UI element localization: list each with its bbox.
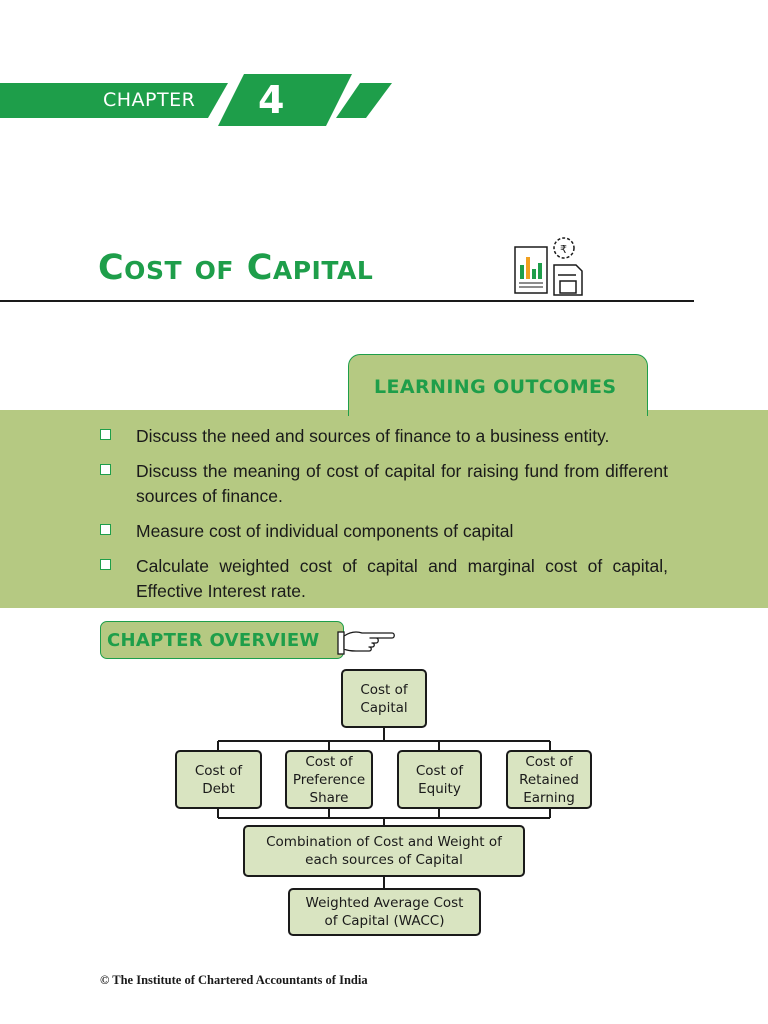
report-gear-icon: [512, 235, 588, 297]
list-item: [100, 424, 668, 449]
learning-outcome-text: Discuss the need and sources of finance to a business entity.: [136, 426, 610, 446]
checkbox-bullet-icon: [100, 429, 111, 440]
checkbox-bullet-icon: [100, 524, 111, 535]
learning-outcome-text: Measure cost of individual components of capital: [136, 521, 514, 541]
node-cost-of-preference-share: Cost of Preference Share: [285, 750, 373, 809]
chapter-label: CHAPTER: [103, 89, 196, 111]
list-item: [100, 459, 668, 509]
learning-outcome-text: Calculate weighted cost of capital and marginal cost of capital, Effective Interest rate.: [136, 556, 668, 601]
footer-copyright: © The Institute of Chartered Accountants of India: [100, 973, 368, 987]
node-cost-of-debt: Cost of Debt: [175, 750, 262, 809]
chapter-banner: [0, 74, 400, 126]
node-cost-of-capital: Cost of Capital: [341, 669, 427, 728]
title-divider: [0, 300, 694, 302]
pointing-hand-icon: [336, 626, 396, 658]
chapter-overview-heading: CHAPTER OVERVIEW: [107, 630, 320, 651]
checkbox-bullet-icon: [100, 559, 111, 570]
learning-outcomes-heading: LEARNING OUTCOMES: [374, 376, 617, 398]
list-item: [100, 554, 668, 604]
list-item: [100, 519, 668, 544]
node-combination: Combination of Cost and Weight of each sources of Capital: [243, 825, 525, 877]
node-cost-of-retained-earning: Cost of Retained Earning: [506, 750, 592, 809]
svg-text:₹: ₹: [560, 243, 567, 256]
checkbox-bullet-icon: [100, 464, 111, 475]
chapter-number: 4: [258, 78, 285, 122]
node-cost-of-equity: Cost of Equity: [397, 750, 482, 809]
page-title: Cost of Capital: [98, 248, 374, 288]
learning-outcomes-list: [100, 424, 668, 614]
learning-outcome-text: Discuss the meaning of cost of capital for raising fund from different sources of finance.: [136, 461, 668, 506]
node-wacc: Weighted Average Cost of Capital (WACC): [288, 888, 481, 936]
